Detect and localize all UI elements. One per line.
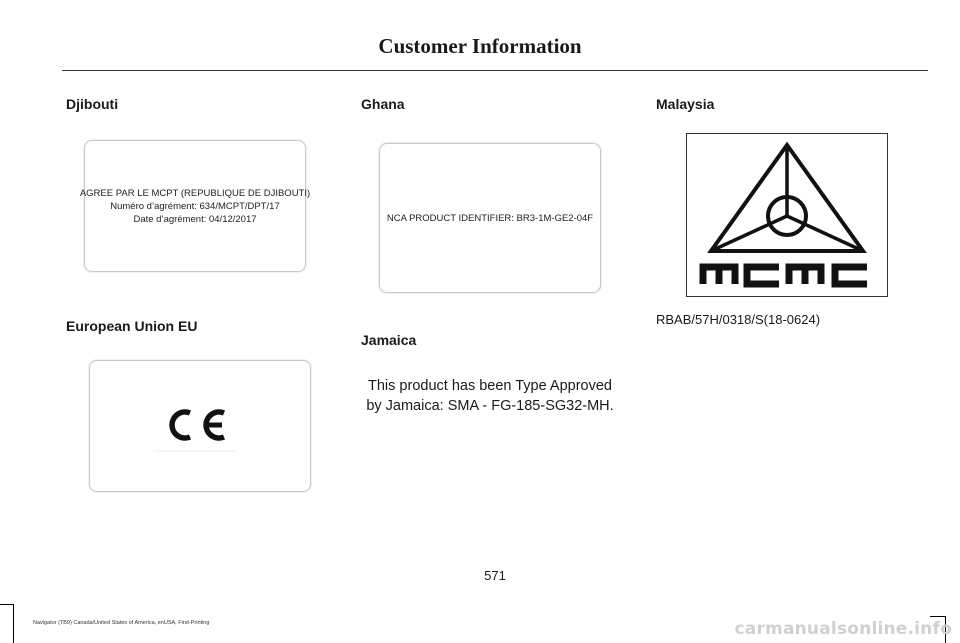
djibouti-label-line: Date d’agrément: 04/12/2017 xyxy=(133,213,257,225)
jamaica-text-line: by Jamaica: SMA - FG-185-SG32-MH. xyxy=(366,398,614,414)
ghana-approval-label xyxy=(379,143,601,293)
watermark: carmanualsonline.info xyxy=(734,619,952,639)
ghana-label-line: NCA PRODUCT IDENTIFIER: BR3-1M-GE2-04F xyxy=(386,212,594,224)
jamaica-approval-text xyxy=(356,376,624,416)
crop-mark xyxy=(0,604,13,605)
footer-note: Navigator (TB9) Canada/United States of America, enUSA, First-Printing xyxy=(33,620,210,626)
djibouti-label-line: AGREE PAR LE MCPT (REPUBLIQUE DE DJIBOUTI) xyxy=(79,187,311,199)
eu-heading: European Union EU xyxy=(66,318,198,334)
djibouti-label-line: Numéro d’agrément: 634/MCPT/DPT/17 xyxy=(110,200,280,212)
ce-mark-icon xyxy=(150,395,240,455)
jamaica-text-line: This product has been Type Approved xyxy=(368,378,612,394)
ghana-heading: Ghana xyxy=(361,96,405,112)
malaysia-reference-number: RBAB/57H/0318/S(18-0624) xyxy=(656,312,821,327)
djibouti-approval-label xyxy=(79,140,311,272)
djibouti-heading: Djibouti xyxy=(66,96,119,112)
crop-mark xyxy=(930,616,945,617)
crop-mark xyxy=(13,604,14,643)
mcmc-logo-icon xyxy=(686,133,888,297)
jamaica-heading: Jamaica xyxy=(361,332,417,348)
header-divider xyxy=(62,70,928,71)
malaysia-heading: Malaysia xyxy=(656,96,715,112)
page-number: 571 xyxy=(484,568,506,583)
page-title: Customer Information xyxy=(378,34,582,58)
